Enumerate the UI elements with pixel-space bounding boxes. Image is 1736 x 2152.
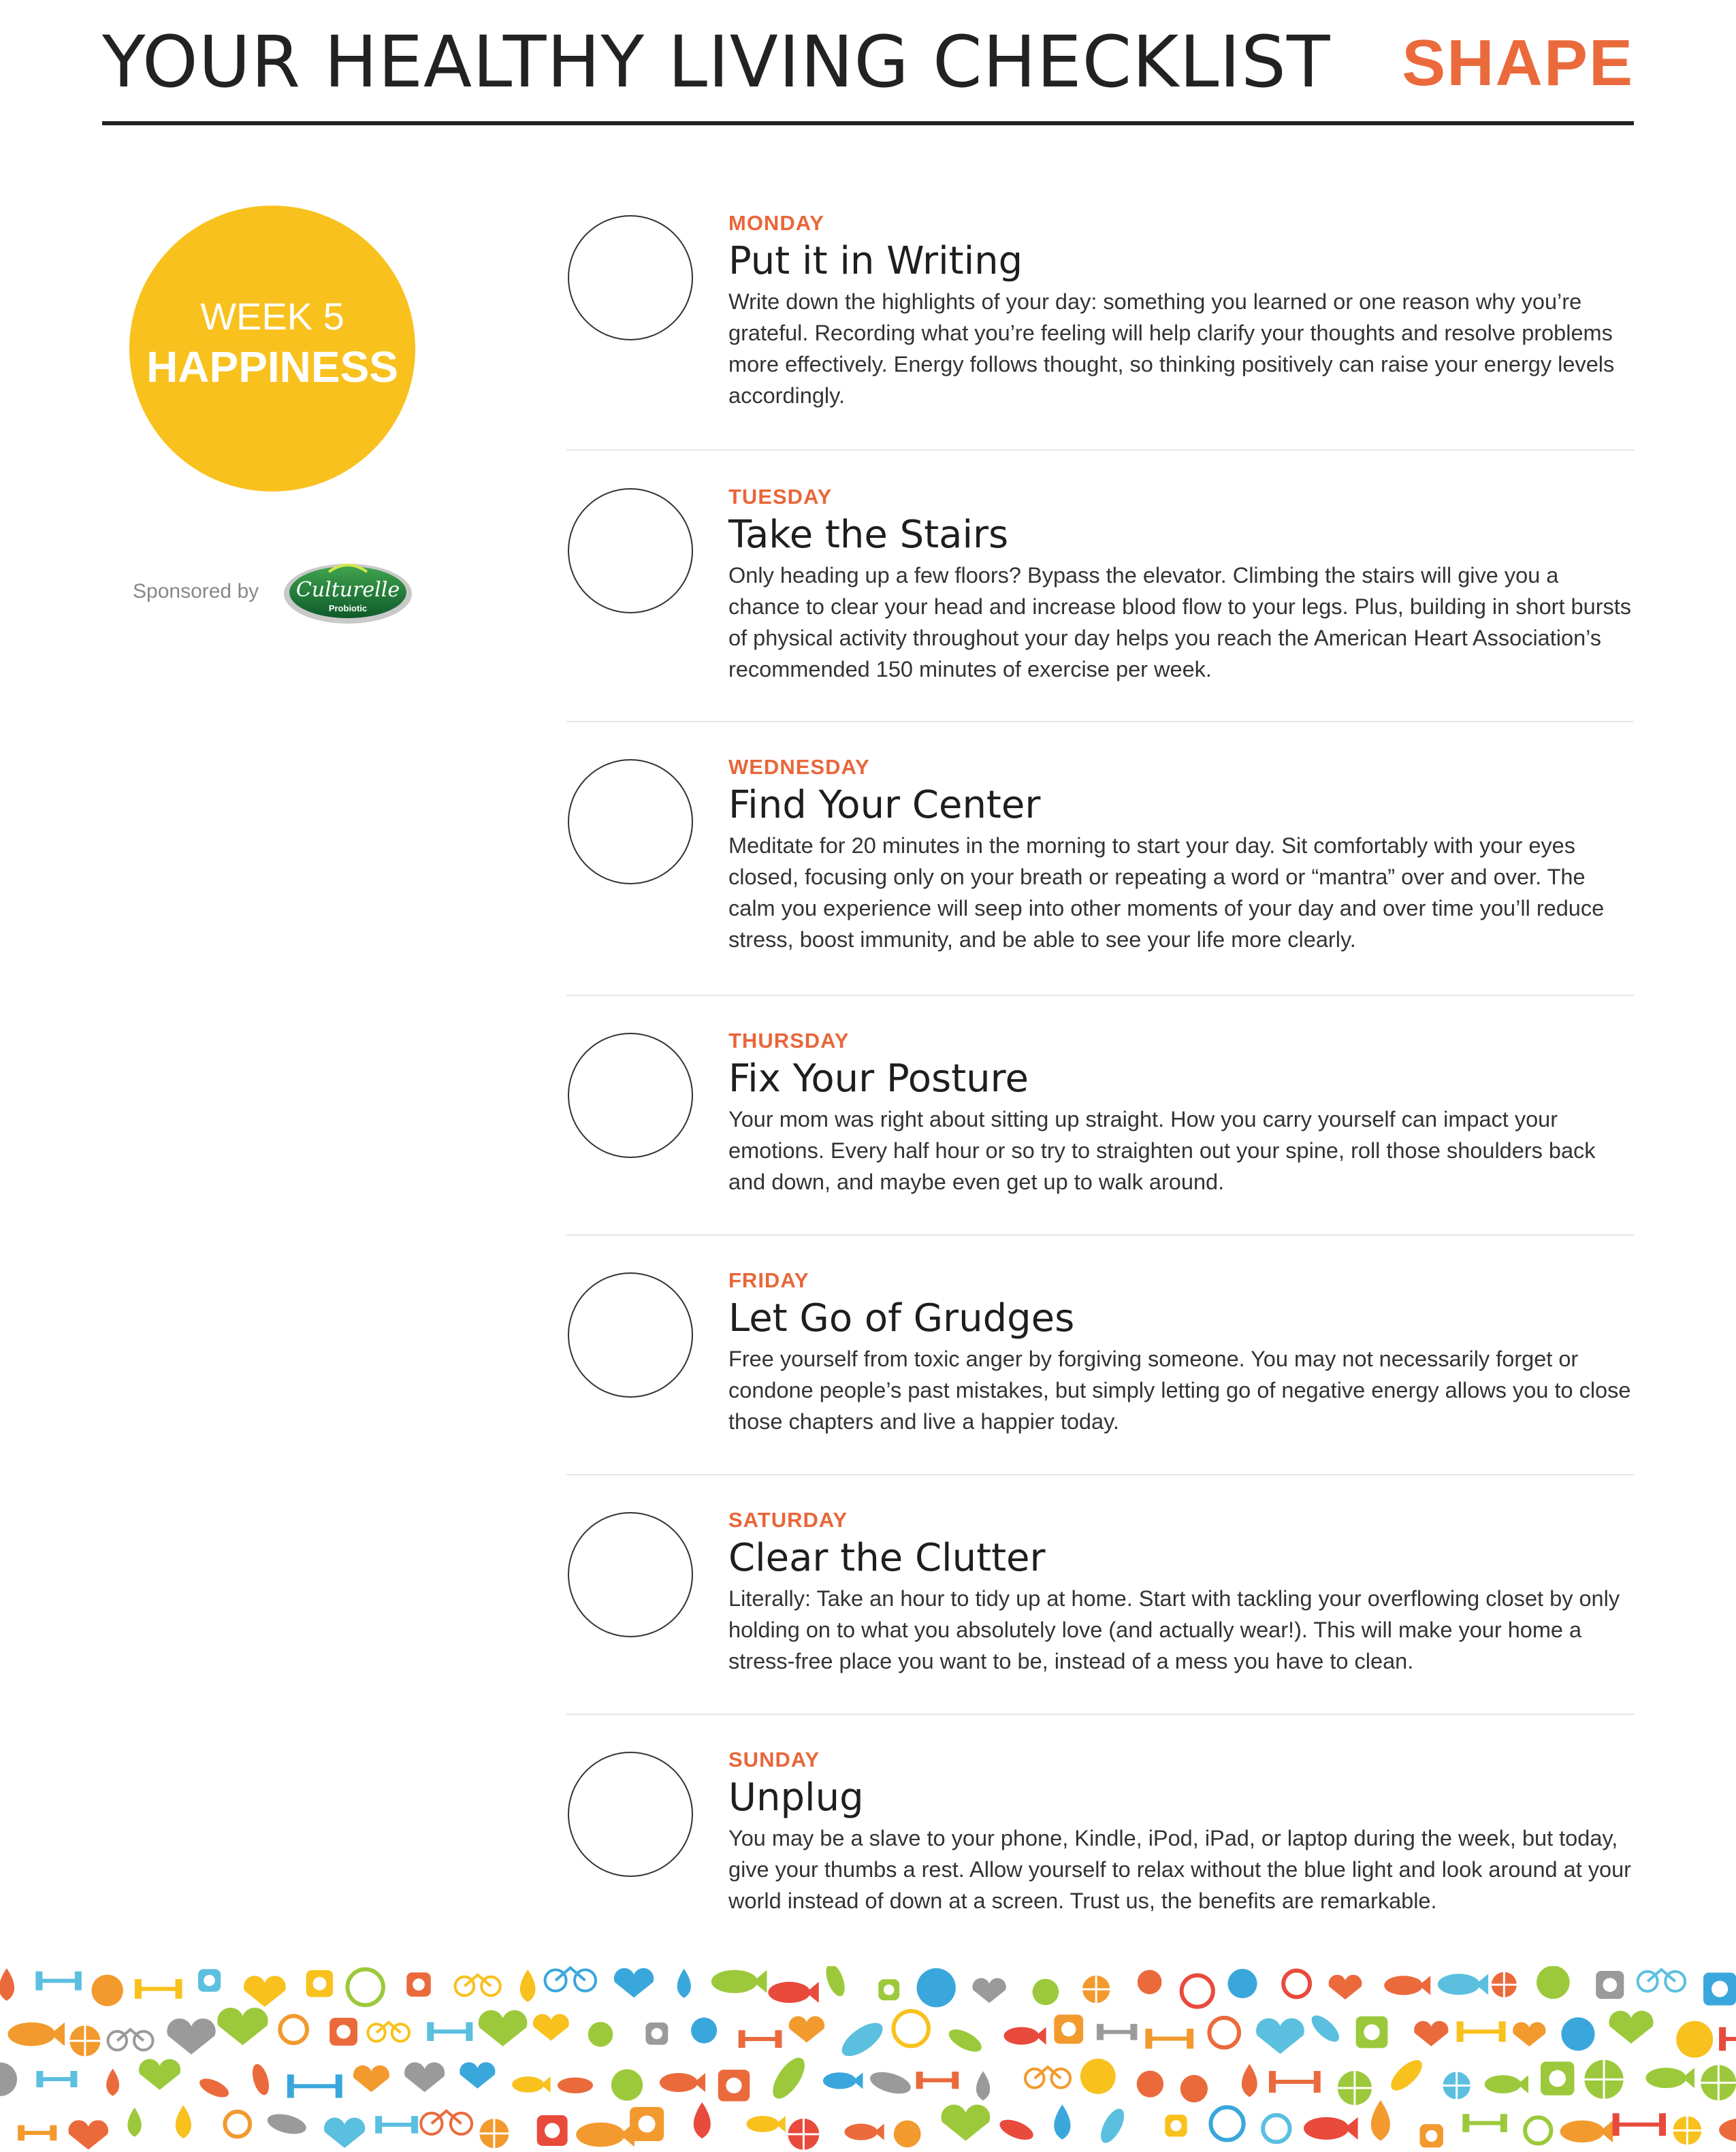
pattern-dumbbell-icon	[1462, 2114, 1507, 2132]
pattern-drop-icon	[1054, 2104, 1070, 2139]
checkbox-circle[interactable]	[568, 215, 693, 340]
pattern-ring-icon	[1263, 2115, 1289, 2142]
item-body: Free yourself from toxic anger by forgiving someone. You may not necessarily forget or condone people’s past mistakes, but simply letting go of negative energy allows you to close those chapters and live a happier today.	[728, 1347, 1631, 1434]
item-heading: Find Your Center	[728, 783, 1041, 827]
footer-icon-pattern	[0, 1966, 1736, 2152]
pattern-leaf-icon	[197, 2075, 231, 2101]
pattern-circle-icon	[894, 2120, 921, 2147]
pattern-sq-icon	[1703, 1972, 1736, 2005]
pattern-leaf-icon	[946, 2025, 985, 2056]
pattern-circle-icon	[92, 1974, 123, 2006]
pattern-leaf-icon	[558, 2077, 593, 2093]
pattern-heart-icon	[68, 2120, 108, 2149]
pattern-fish-icon	[1438, 1974, 1488, 1995]
pattern-dumbbell-icon	[1457, 2021, 1506, 2042]
item-body: Meditate for 20 minutes in the morning to start your day. Sit comfortably with your eyes closed, focusing only on your breath or repeating a word or “mantra” over and over. The calm you experience will seep into other moments of your day and over time you’ll reduce stress, boost immunity, and be able to see your life more clearly.	[728, 833, 1605, 952]
pattern-ball-icon	[69, 2025, 100, 2056]
shape-logo: SHAPE	[1402, 27, 1634, 99]
checklist-item-wednesday	[566, 722, 1634, 996]
sponsor-block	[133, 550, 432, 632]
page-title: YOUR HEALTHY LIVING CHECKLIST	[102, 20, 1331, 103]
checkbox-circle[interactable]	[568, 1033, 693, 1158]
pattern-fish-icon	[1719, 2118, 1736, 2142]
pattern-drop-icon	[1242, 2064, 1257, 2098]
pattern-circle-icon	[1138, 1970, 1162, 1995]
checkbox-circle[interactable]	[568, 488, 693, 613]
pattern-ball-icon	[788, 2119, 820, 2150]
pattern-dumbbell-icon	[1613, 2113, 1666, 2136]
day-label: TUESDAY	[728, 485, 833, 509]
pattern-fish-icon	[1485, 2075, 1528, 2093]
week-theme: HAPPINESS	[146, 342, 398, 391]
pattern-heart-icon	[244, 1976, 286, 2007]
pattern-heart-icon	[139, 2059, 180, 2089]
pattern-drop-icon	[176, 2105, 191, 2138]
pattern-fish-icon	[823, 2072, 863, 2089]
pattern-sq-icon	[645, 2023, 668, 2045]
pattern-ball-icon	[479, 2119, 509, 2148]
pattern-circle-icon	[1080, 2059, 1116, 2094]
checklist-item-monday	[566, 197, 1634, 451]
day-label: MONDAY	[728, 211, 824, 235]
pattern-sq-icon	[406, 1972, 430, 1996]
pattern-ring-icon	[894, 2011, 929, 2046]
pattern-leaf-icon	[997, 2116, 1035, 2144]
checklist-item-tuesday	[566, 451, 1634, 722]
pattern-bike-icon	[368, 2023, 409, 2042]
logo-text: Culturelle	[295, 578, 400, 602]
pattern-fish-icon	[1004, 2027, 1046, 2044]
pattern-sq-icon	[537, 2115, 568, 2146]
pattern-ring-icon	[280, 2016, 307, 2043]
pattern-fish-icon	[8, 2023, 65, 2046]
pattern-ball-icon	[1338, 2071, 1372, 2105]
pattern-ball-icon	[1492, 1972, 1517, 1997]
item-body: Your mom was right about sitting up straight. How you carry yourself can impact your emotions. Every half hour or so try to straighten out your spine, roll those shoulders back and down, and maybe even get up to walk around.	[728, 1107, 1596, 1194]
pattern-leaf-icon	[867, 2068, 913, 2098]
pattern-circle-icon	[1180, 2075, 1208, 2102]
pattern-bike-icon	[455, 1975, 500, 1995]
pattern-circle-icon	[611, 2069, 643, 2100]
pattern-circle-icon	[691, 2017, 717, 2043]
pattern-ring-icon	[347, 1970, 383, 2006]
item-heading: Put it in Writing	[728, 239, 1023, 283]
item-body: Write down the highlights of your day: something you learned or one reason why you’re grateful. Recording what you’re feeling will help clarify your thoughts and resolve problems more effectively. Energy follows thought, so thinking positively can raise your energy levels accordingly.	[728, 289, 1615, 408]
pattern-fish-icon	[711, 1970, 767, 1993]
pattern-drop-icon	[677, 1969, 691, 1998]
checkbox-circle[interactable]	[568, 1272, 693, 1398]
pattern-circle-icon	[1033, 1979, 1059, 2006]
pattern-ring-icon	[1209, 2018, 1239, 2048]
pattern-heart-icon	[353, 2066, 389, 2092]
pattern-dumbbell-icon	[18, 2125, 57, 2141]
pattern-drop-icon	[106, 2068, 119, 2095]
pattern-ring-icon	[225, 2112, 250, 2137]
checklist-item-friday	[566, 1236, 1634, 1475]
pattern-circle-icon	[1137, 2070, 1163, 2097]
pattern-bike-icon	[421, 2111, 472, 2134]
pattern-drop-icon	[127, 2108, 141, 2137]
pattern-bike-icon	[108, 2029, 153, 2050]
pattern-ball-icon	[1082, 1976, 1110, 2003]
pattern-leaf-icon	[822, 1966, 848, 1999]
pattern-dumbbell-icon	[35, 1972, 82, 1991]
pattern-sq-icon	[718, 2070, 750, 2101]
pattern-dumbbell-icon	[135, 1979, 182, 1999]
pattern-sq-icon	[1165, 2115, 1187, 2136]
pattern-sq-icon	[306, 1970, 334, 1997]
pattern-dumbbell-icon	[287, 2074, 342, 2098]
pattern-heart-icon	[1513, 2022, 1545, 2046]
pattern-leaf-icon	[767, 2053, 811, 2104]
pattern-dumbbell-icon	[1719, 2027, 1736, 2051]
pattern-drop-icon	[520, 1970, 536, 2002]
pattern-circle-icon	[1537, 1966, 1570, 1999]
pattern-fish-icon	[512, 2076, 550, 2092]
pattern-ring-icon	[1182, 1975, 1213, 2006]
pattern-heart-icon	[533, 2014, 569, 2040]
pattern-heart-icon	[479, 2010, 528, 2046]
pattern-ball-icon	[1701, 2065, 1736, 2100]
pattern-bike-icon	[1638, 1970, 1686, 1991]
day-label: WEDNESDAY	[728, 755, 870, 779]
pattern-dumbbell-icon	[1145, 2029, 1193, 2049]
pattern-circle-icon	[1227, 1969, 1257, 1998]
pattern-heart-icon	[1256, 2018, 1304, 2053]
item-body: You may be a slave to your phone, Kindle, iPod, iPad, or laptop during the week, but today, give your thumbs a rest. Allow yourself to relax without the blue light and look around at your world instead of down at a screen. Trust us, the benefits are remarkable.	[728, 1826, 1632, 1913]
pattern-heart-icon	[1609, 2010, 1653, 2043]
sponsor-label: Sponsored by	[133, 580, 259, 603]
pattern-sq-icon	[1356, 2017, 1388, 2049]
item-body: Only heading up a few floors? Bypass the elevator. Climbing the stairs will give you a chance to clear your head and increase blood flow to your legs. Plus, building in short bursts of physical activity throughout your day helps you reach the American Heart Association’s recommended 150 minutes of exercise per week.	[728, 563, 1632, 681]
pattern-dumbbell-icon	[36, 2071, 77, 2087]
checkbox-circle[interactable]	[568, 1512, 693, 1637]
pattern-fish-icon	[747, 2116, 786, 2132]
pattern-fish-icon	[768, 1982, 818, 2003]
pattern-bike-icon	[545, 1968, 596, 1991]
pattern-sq-icon	[1541, 2061, 1574, 2095]
pattern-leaf-icon	[249, 2062, 272, 2097]
pattern-sq-icon	[630, 2107, 664, 2141]
pattern-circle-icon	[0, 2063, 17, 2096]
pattern-dumbbell-icon	[1269, 2071, 1321, 2093]
day-label: SUNDAY	[728, 1748, 820, 1771]
pattern-leaf-icon	[837, 2017, 888, 2062]
pattern-circle-icon	[1561, 2017, 1594, 2051]
item-heading: Let Go of Grudges	[728, 1296, 1075, 1340]
pattern-ball-icon	[1673, 2116, 1702, 2145]
checkbox-circle[interactable]	[568, 759, 693, 884]
day-label: FRIDAY	[728, 1268, 809, 1292]
healthy-icons-pattern	[0, 1966, 1736, 2152]
pattern-fish-icon	[576, 2123, 634, 2147]
pattern-heart-icon	[167, 2019, 215, 2055]
pattern-leaf-icon	[1386, 2055, 1427, 2095]
pattern-fish-icon	[844, 2123, 884, 2140]
pattern-leaf-icon	[1096, 2105, 1129, 2147]
pattern-fish-icon	[660, 2073, 705, 2092]
pattern-leaf-icon	[266, 2110, 308, 2138]
pattern-sq-icon	[1054, 2014, 1083, 2044]
pattern-leaf-icon	[1307, 2011, 1343, 2046]
pattern-dumbbell-icon	[739, 2030, 782, 2048]
pattern-drop-icon	[1371, 2100, 1390, 2141]
item-heading: Unplug	[728, 1776, 864, 1820]
checklist-item-thursday	[566, 996, 1634, 1236]
pattern-heart-icon	[324, 2117, 365, 2148]
pattern-ring-icon	[1283, 1970, 1310, 1997]
day-label: SATURDAY	[728, 1508, 848, 1532]
checkbox-circle[interactable]	[568, 1752, 693, 1877]
pattern-heart-icon	[614, 1968, 654, 1997]
pattern-fish-icon	[1560, 2121, 1613, 2142]
culturelle-logo	[281, 557, 415, 628]
pattern-bike-icon	[1025, 2067, 1070, 2087]
pattern-fish-icon	[1645, 2068, 1694, 2088]
pattern-dumbbell-icon	[1097, 2024, 1137, 2040]
item-heading: Fix Your Posture	[728, 1057, 1029, 1101]
pattern-ring-icon	[1210, 2107, 1243, 2140]
pattern-sq-icon	[198, 1969, 221, 1991]
week-label: WEEK 5	[200, 295, 344, 338]
checklist	[566, 197, 1634, 1953]
pattern-dumbbell-icon	[375, 2116, 418, 2133]
pattern-ring-icon	[1525, 2117, 1551, 2143]
pattern-dumbbell-icon	[916, 2072, 959, 2089]
pattern-dumbbell-icon	[427, 2022, 472, 2041]
pattern-heart-icon	[1329, 1975, 1362, 2000]
pattern-sq-icon	[1596, 1971, 1624, 1999]
item-heading: Clear the Clutter	[728, 1536, 1046, 1580]
pattern-drop-icon	[976, 2071, 990, 2100]
pattern-heart-icon	[404, 2062, 445, 2092]
pattern-heart-icon	[1414, 2021, 1448, 2046]
pattern-fish-icon	[1304, 2117, 1358, 2140]
item-body: Literally: Take an hour to tidy up at home. Start with tackling your overflowing closet by only holding on to what you absolutely love (and actually wear!). This will make your home a stress-free place you want to be, instead of a mess you have to clean.	[728, 1586, 1620, 1673]
pattern-heart-icon	[972, 1978, 1006, 2004]
day-label: THURSDAY	[728, 1029, 850, 1053]
pattern-drop-icon	[0, 1968, 14, 2001]
pattern-sq-icon	[329, 2018, 357, 2046]
pattern-circle-icon	[917, 1968, 956, 2007]
pattern-circle-icon	[1676, 2021, 1713, 2057]
week-badge	[129, 206, 415, 492]
pattern-sq-icon	[878, 1979, 899, 2000]
pattern-sq-icon	[1420, 2124, 1443, 2147]
pattern-fish-icon	[1384, 1976, 1430, 1995]
pattern-heart-icon	[941, 2104, 990, 2140]
item-heading: Take the Stairs	[728, 513, 1009, 557]
pattern-heart-icon	[460, 2062, 495, 2089]
pattern-ball-icon	[1584, 2060, 1623, 2099]
header-divider	[102, 121, 1634, 125]
checklist-item-saturday	[566, 1475, 1634, 1715]
pattern-circle-icon	[588, 2022, 613, 2047]
checklist-item-sunday	[566, 1715, 1634, 1953]
pattern-ball-icon	[1443, 2072, 1470, 2099]
pattern-drop-icon	[694, 2102, 711, 2138]
page-header	[102, 14, 1634, 123]
pattern-heart-icon	[789, 2016, 824, 2042]
logo-subtext: Probiotic	[328, 603, 368, 613]
pattern-heart-icon	[217, 2008, 268, 2045]
